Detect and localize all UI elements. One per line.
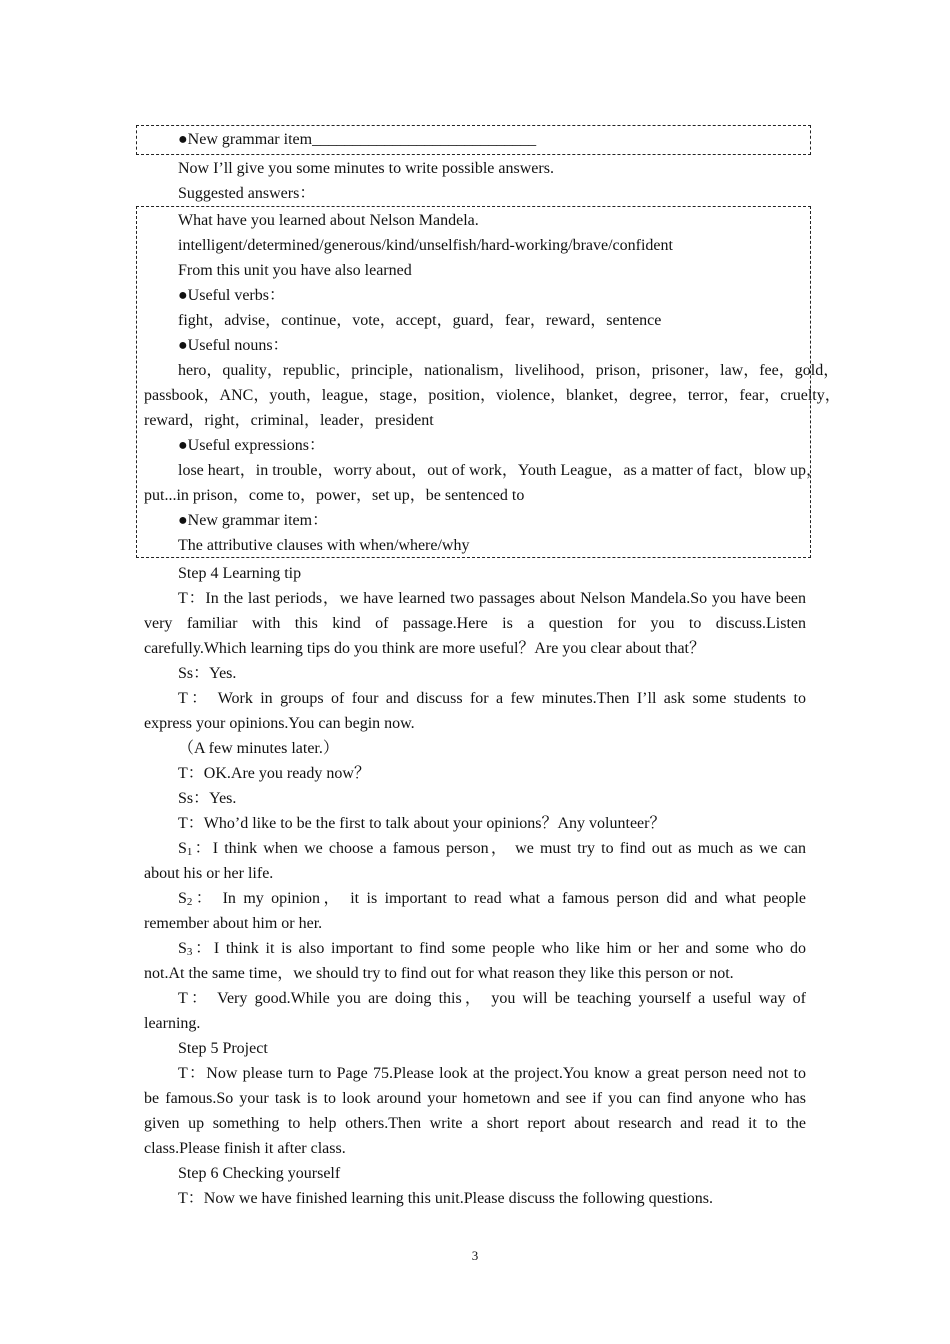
student1-line — [144, 836, 806, 861]
paragraph-line: T：In the last periods，we have learned two passages about Nelson Mandela.So you have been — [178, 590, 807, 607]
speaker-subscript: 3 — [186, 946, 193, 958]
paragraph-line: not.At the same time，we should try to find out for what reason they like this person or not. — [144, 965, 734, 982]
intro-line: Now I’ll give you some minutes to write possible answers. — [178, 160, 554, 177]
student3-text: ：I think it is also important to find some people who like him or her and some who do — [192, 940, 806, 957]
student2-line — [144, 886, 806, 911]
speaker-label: S — [178, 940, 187, 957]
step5-title: Step 5 Project — [178, 1040, 268, 1057]
paragraph-line: learning. — [144, 1015, 201, 1032]
speaker-subscript: 2 — [186, 896, 193, 908]
useful-expressions-line: put...in prison，come to，power，set up，be sentenced to — [144, 487, 525, 504]
dialogue-line: Ss：Yes. — [178, 790, 237, 807]
student2-text: ： In my opinion， it is important to read what a famous person did and what people — [192, 890, 807, 907]
paragraph-line: very familiar with this kind of passage.Here is a question for you to discuss.Listen — [144, 615, 806, 632]
paragraph-line: remember about him or her. — [144, 915, 323, 932]
suggested-answers-label: Suggested answers： — [178, 185, 316, 202]
step6-title: Step 6 Checking yourself — [178, 1165, 341, 1182]
new-grammar-item-blank: ●New grammar item____________________________ — [178, 131, 537, 148]
paragraph-line: be famous.So your task is to look around your hometown and see if you can find anyone who has — [144, 1090, 806, 1107]
paragraph-line: T：Now please turn to Page 75.Please look at the project.You know a great person need not to — [178, 1065, 806, 1082]
dialogue-line: T：OK.Are you ready now？ — [178, 765, 370, 782]
paragraph-line: T： Work in groups of four and discuss for a few minutes.Then I’ll ask some students to — [178, 690, 806, 707]
student3-line — [144, 936, 806, 961]
student1-text: ：I think when we choose a famous person， we must try to find out as much as we can — [192, 840, 807, 857]
answer-adjectives: intelligent/determined/generous/kind/unselfish/hard-working/brave/confident — [178, 237, 673, 254]
paragraph-line: carefully.Which learning tips do you think are more useful？Are you clear about that？ — [144, 640, 705, 657]
useful-nouns-heading: ●Useful nouns： — [178, 337, 289, 354]
speaker-label: S — [178, 890, 187, 907]
useful-expressions-line: lose heart，in trouble，worry about，out of work，Youth League，as a matter of fact，blow up， — [178, 462, 823, 479]
useful-nouns-line: hero，quality，republic，principle，nationalism，livelihood，prison，prisoner，law，fee，gold， — [178, 362, 840, 379]
stage-direction: （A few minutes later.） — [178, 740, 339, 757]
page-number: 3 — [471, 1248, 479, 1263]
paragraph-line: class.Please finish it after class. — [144, 1140, 346, 1157]
new-grammar-item-heading: ●New grammar item： — [178, 512, 329, 529]
step4-title: Step 4 Learning tip — [178, 565, 302, 582]
dialogue-line: T：Who’d like to be the first to talk about your opinions？Any volunteer？ — [178, 815, 666, 832]
paragraph-line: T： Very good.While you are doing this， you will be teaching yourself a useful way of — [178, 990, 807, 1007]
speaker-label: S — [178, 840, 187, 857]
dialogue-line: Ss：Yes. — [178, 665, 237, 682]
paragraph-line: given up something to help others.Then write a short report about research and read it to the — [144, 1115, 806, 1132]
new-grammar-item-answer: The attributive clauses with when/where/why — [178, 537, 470, 554]
speaker-subscript: 1 — [186, 846, 193, 858]
answer-line: From this unit you have also learned — [178, 262, 412, 279]
answer-line: What have you learned about Nelson Mandela. — [178, 212, 479, 229]
useful-verbs-list: fight，advise，continue，vote，accept，guard，fear，reward，sentence — [178, 312, 662, 329]
useful-nouns-line: reward，right，criminal，leader，president — [144, 412, 434, 429]
useful-nouns-line: passbook，ANC，youth，league，stage，position，violence，blanket，degree，terror，fear，cruelty， — [144, 387, 841, 404]
paragraph-line: about his or her life. — [144, 865, 274, 882]
useful-expressions-heading: ●Useful expressions： — [178, 437, 325, 454]
useful-verbs-heading: ●Useful verbs： — [178, 287, 285, 304]
paragraph-line: express your opinions.You can begin now. — [144, 715, 415, 732]
paragraph-line: T：Now we have finished learning this unit.Please discuss the following questions. — [178, 1190, 714, 1207]
